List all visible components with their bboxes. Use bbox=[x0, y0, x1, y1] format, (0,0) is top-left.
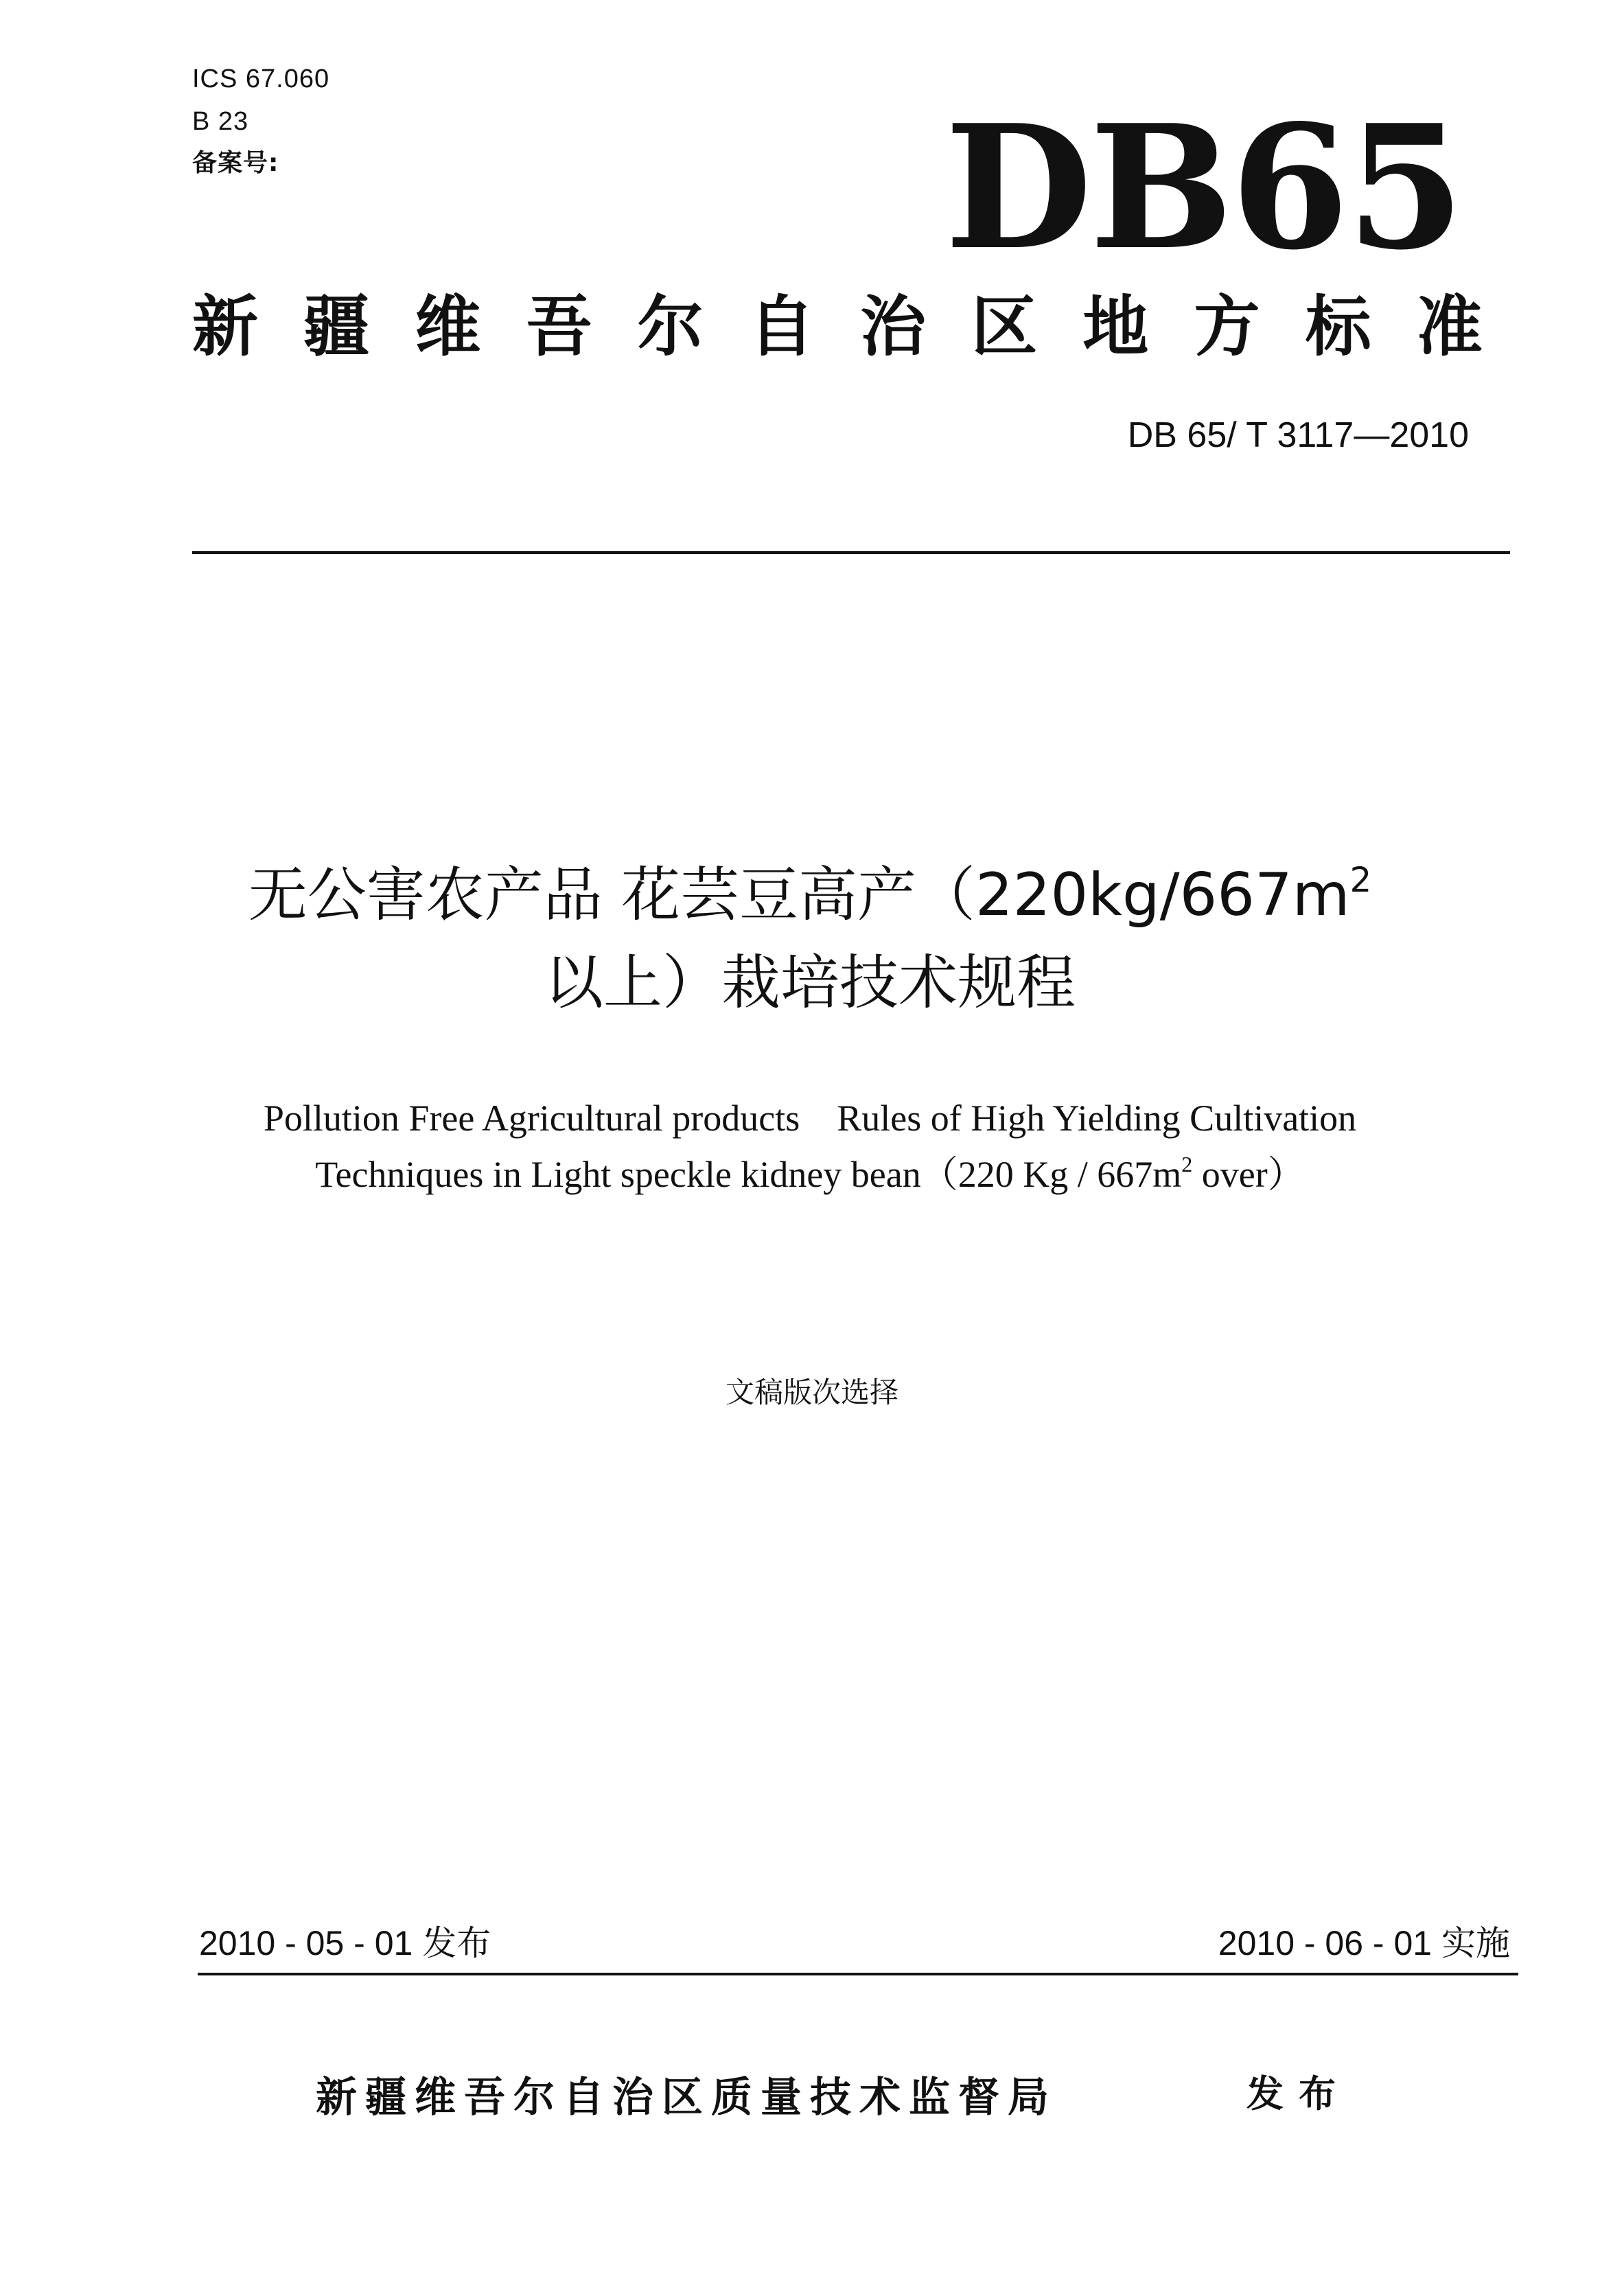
issuing-authority: 新疆维吾尔自治区质量技术监督局 bbox=[316, 2074, 1057, 2122]
english-title bbox=[137, 1090, 1483, 1203]
ics-code: ICS 67.060 bbox=[192, 65, 330, 93]
standard-type-char: 疆 bbox=[303, 288, 370, 365]
standard-type-char: 区 bbox=[971, 288, 1038, 365]
chinese-title bbox=[137, 851, 1483, 1027]
chinese-title-text: 无公害农产品 花芸豆高产（220kg/667m bbox=[248, 861, 1350, 929]
standard-type-char: 准 bbox=[1416, 288, 1483, 365]
english-title-text: Techniques in Light speckle kidney bean（220 Kg / 667m bbox=[315, 1154, 1182, 1195]
footer-divider bbox=[198, 1973, 1518, 1975]
standard-type-char: 新 bbox=[192, 288, 258, 365]
standard-number: DB 65/ T 3117—2010 bbox=[1127, 415, 1469, 455]
standard-type-char: 维 bbox=[415, 288, 481, 365]
standard-type-char: 地 bbox=[1082, 288, 1149, 365]
english-title-text: over） bbox=[1192, 1154, 1305, 1195]
standard-type-char: 尔 bbox=[637, 288, 704, 365]
publish-date: 2010 - 05 - 01 发布 bbox=[199, 1924, 491, 1962]
chinese-title-line1 bbox=[137, 851, 1483, 939]
draft-version-selector[interactable]: 文稿版次选择 bbox=[725, 1376, 898, 1409]
filing-number-label: 备案号: bbox=[192, 149, 279, 177]
standard-type-char: 标 bbox=[1305, 288, 1371, 365]
standard-code-logo: DB65 bbox=[944, 88, 1462, 288]
standard-type-char: 自 bbox=[748, 288, 815, 365]
standard-type-char: 吾 bbox=[526, 288, 592, 365]
superscript: 2 bbox=[1349, 860, 1372, 900]
header-divider bbox=[192, 551, 1510, 554]
standard-type-heading bbox=[192, 288, 1483, 365]
superscript: 2 bbox=[1181, 1152, 1193, 1176]
english-title-line2 bbox=[137, 1146, 1483, 1203]
chinese-title-line2: 以上）栽培技术规程 bbox=[544, 949, 1076, 1017]
issue-label: 发布 bbox=[1246, 2072, 1351, 2115]
implement-date: 2010 - 06 - 01 实施 bbox=[1218, 1924, 1510, 1962]
standard-type-char: 方 bbox=[1194, 288, 1260, 365]
english-title-line1: Pollution Free Agricultural products Rules of High Yielding Cultivation bbox=[263, 1098, 1357, 1139]
category-code: B 23 bbox=[192, 107, 249, 136]
standard-type-char: 治 bbox=[860, 288, 927, 365]
